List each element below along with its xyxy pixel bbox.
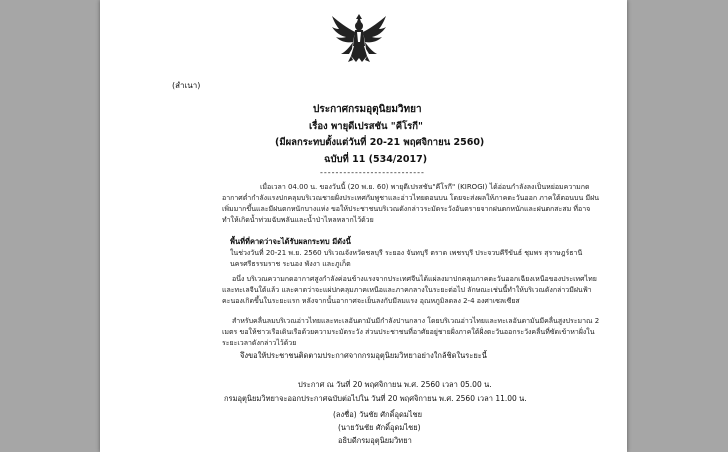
paragraph-high-pressure: อนึ่ง บริเวณความกดอากาศสูงกำลังค่อนข้างแรงจากประเทศจีนได้แผ่ลงมาปกคลุมภาคตะวันออกเฉียงเหนือของประเทศไทยและทะเลจีนใต้แล้ว และคาดว่าจะแผ่ปกคลุมภาคเหนือและภาคกลางในระยะต่อไป ลักษณะเช่นนี้ทำให้บริเวณดังกล่าวมีฝนฟ้าคะนองเกิดขึ้นในระยะแรก หลังจากนั้นอากาศจะเย็นลงกับมีลมแรง อุณหภูมิลดลง 2-4 องศาเซลเซียส — [222, 275, 597, 305]
effect-period-heading: (มีผลกระทบตั้งแต่วันที่ 20-21 พฤศจิกายน 2560) — [275, 137, 485, 148]
separator-line: --------------------------- — [320, 168, 425, 177]
paragraph-advice: จึงขอให้ประชาชนติดตามประกาศจากกรมอุตุนิยมวิทยาอย่างใกล้ชิดในระยะนี้ — [240, 351, 487, 360]
next-issue-note: กรมอุตุนิยมวิทยาจะออกประกาศฉบับต่อไปใน วันที่ 20 พฤศจิกายน พ.ศ. 2560 เวลา 11.00 น. — [224, 394, 527, 403]
copy-label: (สำเนา) — [172, 81, 201, 90]
signature-line: (ลงชื่อ) วันชัย ศักดิ์อุดมไชย — [333, 410, 423, 419]
document-page — [100, 0, 627, 452]
announcement-date: ประกาศ ณ วันที่ 20 พฤศจิกายน พ.ศ. 2560 เวลา 05.00 น. — [298, 380, 492, 389]
affected-areas-heading: พื้นที่ที่คาดว่าจะได้รับผลกระทบ มีดังนี้ — [230, 237, 351, 246]
signer-title: อธิบดีกรมอุตุนิยมวิทยา — [338, 436, 412, 445]
announcement-heading: ประกาศกรมอุตุนิยมวิทยา — [313, 104, 422, 115]
paragraph-situation: เมื่อเวลา 04.00 น. ของวันนี้ (20 พ.ย. 60) พายุดีเปรสชัน"คีโรกี" (KIROGI) ได้อ่อนกำลังลงเป็นหย่อมความกดอากาศต่ำกำลังแรงปกคลุมบริเวณชายฝั่งประเทศกัมพูชาและอ่าวไทยตอนบน โดยจะส่งผลให้ภาคตะวันออก ภาคใต้ตอนบน มีฝนเพิ่มมากขึ้นและมีฝนตกหนักบางแห่ง ขอให้ประชาชนบริเวณดังกล่าวระมัดระวังอันตรายจากฝนตกหนักและฝนตกสะสม ที่อาจทำให้เกิดน้ำท่วมฉับพลันและน้ำป่าไหลหลากไว้ด้วย — [222, 183, 599, 224]
signer-name: (นายวันชัย ศักดิ์อุดมไชย) — [338, 423, 421, 432]
paragraph-affected-areas: ในช่วงวันที่ 20-21 พ.ย. 2560 บริเวณจังหวัดชลบุรี ระยอง จันทบุรี ตราด เพชรบุรี ประจวบคีรีขันธ์ ชุมพร สุราษฎร์ธานี นครศรีธรรมราช ระนอง พังงา และภูเก็ต — [230, 249, 583, 268]
subject-heading: เรื่อง พายุดีเปรสชัน "คีโรกี" — [309, 121, 423, 132]
issue-number: ฉบับที่ 11 (534/2017) — [324, 154, 428, 165]
paragraph-waves: สำหรับคลื่นลมบริเวณอ่าวไทยและทะเลอันดามันมีกำลังปานกลาง โดยบริเวณอ่าวไทยและทะเลอันดามันมีคลื่นสูงประมาณ 2 เมตร ขอให้ชาวเรือเดินเรือด้วยความระมัดระวัง ส่วนประชาชนที่อาศัยอยู่ชายฝั่งภาคใต้ฝั่งตะวันออกระวังคลื่นที่ซัดเข้าหาฝั่งในระยะเวลาดังกล่าวไว้ด้วย — [222, 317, 600, 347]
garuda-emblem-icon — [329, 12, 389, 66]
